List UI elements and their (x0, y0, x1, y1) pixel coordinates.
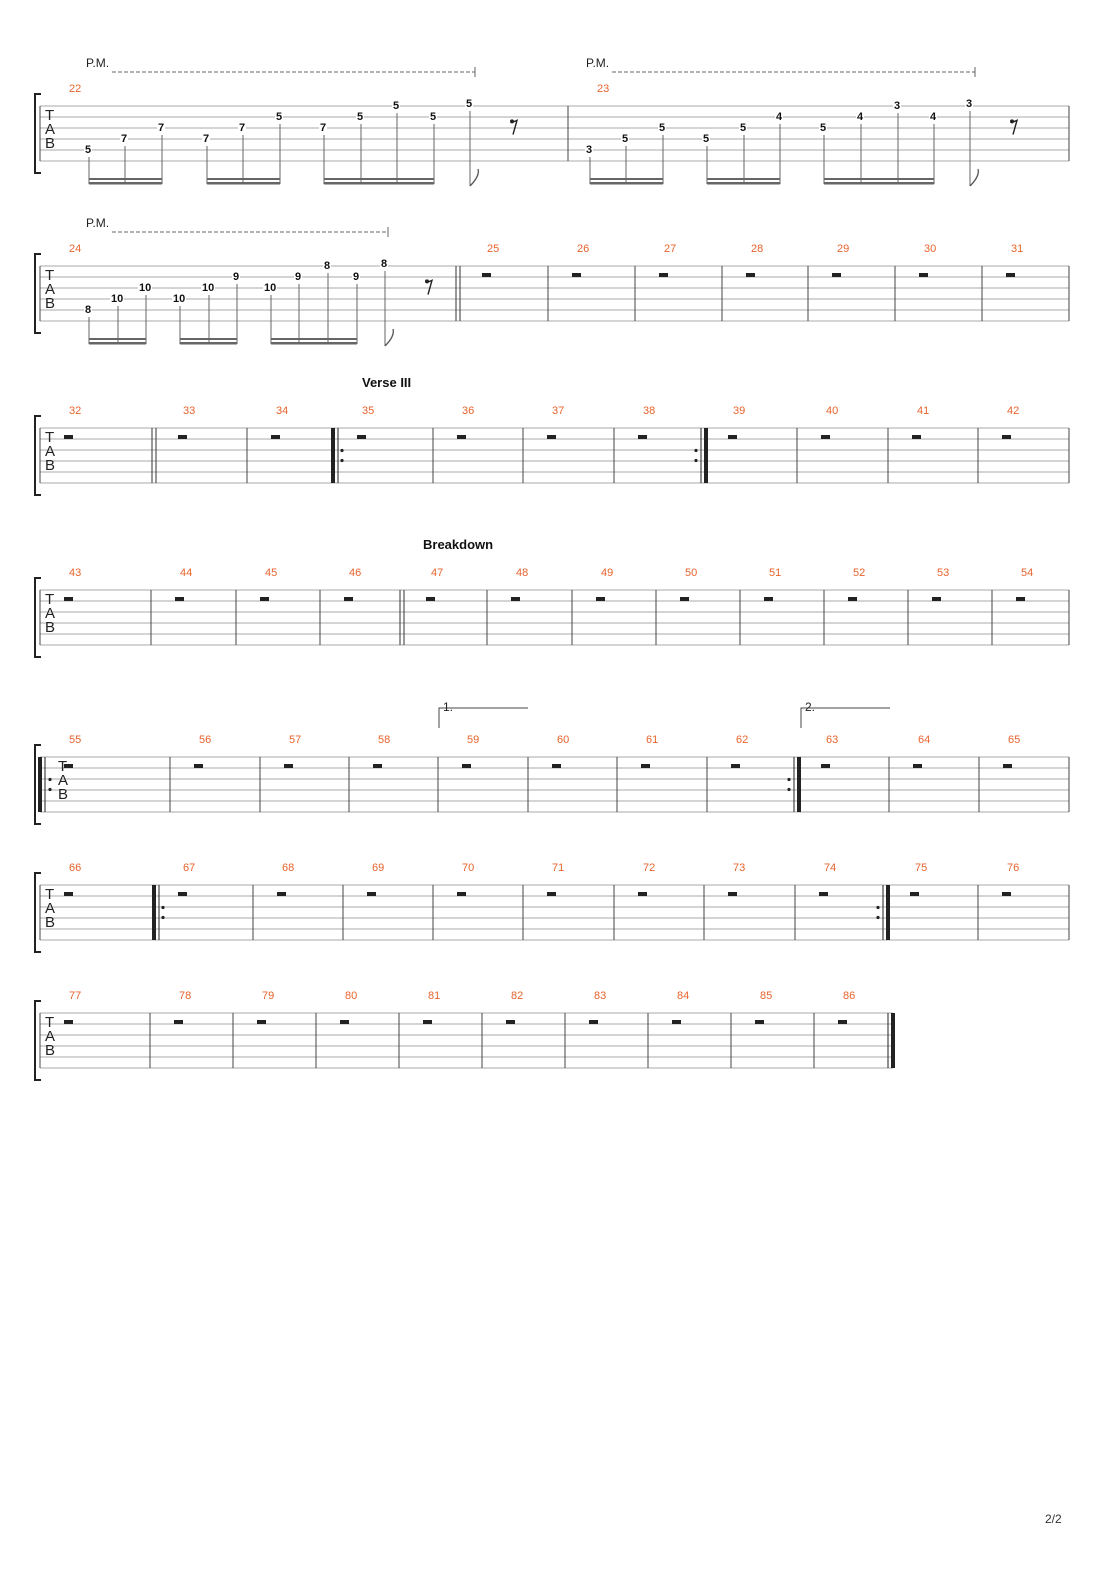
volta-label: 2. (805, 700, 816, 714)
whole-rest (838, 1020, 847, 1024)
measure-number: 64 (918, 734, 931, 746)
measure-number: 71 (552, 862, 565, 874)
measure-number: 22 (69, 83, 82, 95)
measure-number: 23 (597, 83, 610, 95)
measure-number: 26 (577, 243, 590, 255)
whole-rest (506, 1020, 515, 1024)
section-title: Verse III (362, 375, 412, 390)
measure-number: 30 (924, 243, 937, 255)
fret-number: 3 (894, 100, 901, 112)
measure-number: 28 (751, 243, 764, 255)
final-thick-bar (891, 1013, 895, 1068)
measure-number: 77 (69, 990, 82, 1002)
measure-number: 39 (733, 405, 746, 417)
measure-number: 33 (183, 405, 196, 417)
fret-number: 7 (239, 122, 246, 134)
measure-number: 56 (199, 734, 212, 746)
measure-number: 58 (378, 734, 391, 746)
fret-number: 4 (857, 111, 864, 123)
tab-clef-letter: B (45, 619, 56, 636)
measure-number: 36 (462, 405, 475, 417)
palm-mute-label: P.M. (86, 56, 110, 70)
measure-number: 47 (431, 567, 444, 579)
tab-clef-letter: T (45, 107, 55, 124)
tab-clef-letter: A (45, 281, 56, 298)
measure-number: 41 (917, 405, 930, 417)
measure-number: 76 (1007, 862, 1020, 874)
measure-number: 73 (733, 862, 746, 874)
measure-number: 83 (594, 990, 607, 1002)
tab-clef-letter: T (45, 429, 55, 446)
fret-number: 10 (173, 293, 186, 305)
measure-number: 69 (372, 862, 385, 874)
fret-number: 4 (776, 111, 783, 123)
measure-number: 50 (685, 567, 698, 579)
whole-rest (672, 1020, 681, 1024)
measure-number: 78 (179, 990, 192, 1002)
fret-number: 7 (158, 122, 165, 134)
measure-number: 44 (180, 567, 193, 579)
measure-number: 55 (69, 734, 82, 746)
fret-number: 5 (820, 122, 827, 134)
fret-number: 5 (85, 144, 92, 156)
measure-number: 32 (69, 405, 82, 417)
palm-mute-label: P.M. (586, 56, 610, 70)
tab-clef-letter: A (45, 121, 56, 138)
fret-number: 10 (264, 282, 277, 294)
fret-number: 7 (320, 122, 327, 134)
measure-number: 27 (664, 243, 677, 255)
tab-clef-letter: A (58, 772, 69, 789)
fret-number: 5 (703, 133, 710, 145)
fret-number: 9 (233, 271, 240, 283)
fret-number: 3 (586, 144, 593, 156)
measure-number: 72 (643, 862, 656, 874)
measure-number: 66 (69, 862, 82, 874)
measure-number: 57 (289, 734, 302, 746)
measure-number: 74 (824, 862, 837, 874)
whole-rest (340, 1020, 349, 1024)
measure-number: 31 (1011, 243, 1024, 255)
measure-number: 62 (736, 734, 749, 746)
tab-clef-letter: T (45, 1014, 55, 1031)
measure-number: 34 (276, 405, 289, 417)
measure-number: 60 (557, 734, 570, 746)
measure-number: 24 (69, 243, 82, 255)
fret-number: 5 (430, 111, 437, 123)
measure-number: 35 (362, 405, 375, 417)
tab-clef-letter: B (45, 914, 56, 931)
measure-number: 68 (282, 862, 295, 874)
whole-rest (174, 1020, 183, 1024)
measure-number: 51 (769, 567, 782, 579)
fret-number: 9 (295, 271, 302, 283)
measure-number: 85 (760, 990, 773, 1002)
measure-number: 84 (677, 990, 690, 1002)
measure-number: 86 (843, 990, 856, 1002)
measure-number: 37 (552, 405, 565, 417)
measure-number: 70 (462, 862, 475, 874)
tab-clef-letter: B (45, 295, 56, 312)
measure-number: 61 (646, 734, 659, 746)
measure-number: 82 (511, 990, 524, 1002)
measure-number: 43 (69, 567, 82, 579)
tab-clef-letter: T (45, 267, 55, 284)
whole-rest (257, 1020, 266, 1024)
measure-number: 65 (1008, 734, 1021, 746)
fret-number: 8 (85, 304, 92, 316)
section-title: Breakdown (423, 537, 494, 552)
whole-rest (755, 1020, 764, 1024)
tab-clef-letter: T (58, 758, 68, 775)
tab-clef-letter: A (45, 605, 56, 622)
whole-rest (423, 1020, 432, 1024)
measure-number: 53 (937, 567, 950, 579)
volta-label: 1. (443, 700, 454, 714)
tab-clef-letter: A (45, 900, 56, 917)
fret-number: 8 (324, 260, 331, 272)
tab-clef-letter: B (58, 786, 69, 803)
measure-number: 52 (853, 567, 866, 579)
tab-clef-letter: B (45, 135, 56, 152)
measure-number: 45 (265, 567, 278, 579)
measure-number: 79 (262, 990, 275, 1002)
measure-number: 81 (428, 990, 441, 1002)
page-number: 2/2 (1045, 1512, 1062, 1526)
measure-number: 54 (1021, 567, 1034, 579)
whole-rest (64, 1020, 73, 1024)
measure-number: 63 (826, 734, 839, 746)
fret-number: 5 (466, 98, 473, 110)
measure-number: 75 (915, 862, 928, 874)
fret-number: 9 (353, 271, 360, 283)
whole-rest (589, 1020, 598, 1024)
fret-number: 4 (930, 111, 937, 123)
fret-number: 8 (381, 258, 388, 270)
fret-number: 5 (740, 122, 747, 134)
measure-number: 25 (487, 243, 500, 255)
fret-number: 10 (139, 282, 152, 294)
fret-number: 5 (659, 122, 666, 134)
tab-clef-letter: T (45, 886, 55, 903)
fret-number: 7 (121, 133, 128, 145)
measure-number: 29 (837, 243, 850, 255)
measure-number: 40 (826, 405, 839, 417)
tab-clef-letter: B (45, 457, 56, 474)
measure-number: 80 (345, 990, 358, 1002)
measure-number: 67 (183, 862, 196, 874)
fret-number: 3 (966, 98, 973, 110)
tab-clef-letter: A (45, 1028, 56, 1045)
fret-number: 5 (357, 111, 364, 123)
fret-number: 5 (622, 133, 629, 145)
fret-number: 10 (111, 293, 124, 305)
fret-number: 5 (276, 111, 283, 123)
tab-clef-letter: T (45, 591, 55, 608)
tab-clef-letter: B (45, 1042, 56, 1059)
measure-number: 59 (467, 734, 480, 746)
measure-number: 49 (601, 567, 614, 579)
measure-number: 48 (516, 567, 529, 579)
fret-number: 5 (393, 100, 400, 112)
fret-number: 10 (202, 282, 215, 294)
measure-number: 42 (1007, 405, 1020, 417)
fret-number: 7 (203, 133, 210, 145)
measure-number: 46 (349, 567, 362, 579)
measure-number: 38 (643, 405, 656, 417)
palm-mute-label: P.M. (86, 216, 110, 230)
tab-clef-letter: A (45, 443, 56, 460)
